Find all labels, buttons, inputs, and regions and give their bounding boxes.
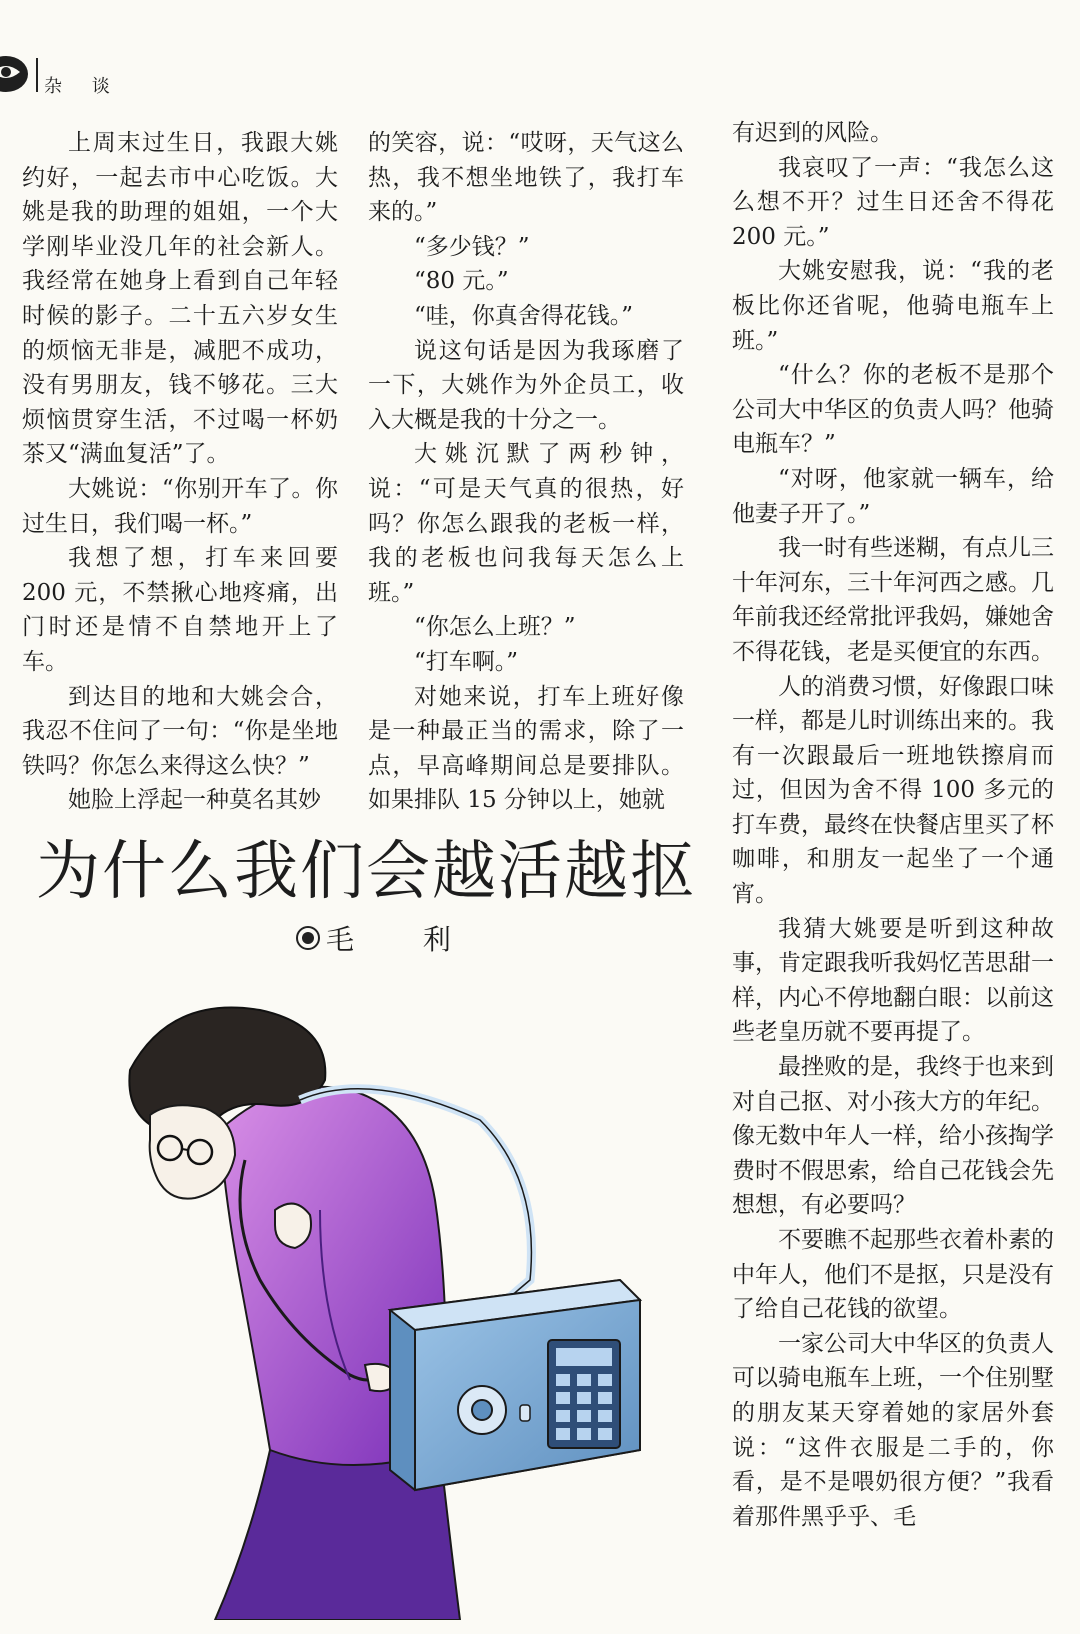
article-column-2 — [368, 126, 684, 818]
safe — [390, 1280, 640, 1490]
article-column-3 — [732, 116, 1054, 1534]
paragraph: 到达目的地和大姚会合，我忍不住问了一句：“你是坐地铁吗？你怎么来得这么快？” — [22, 683, 338, 779]
byline — [296, 918, 481, 954]
article-title: 为什么我们会越活越抠 — [36, 835, 696, 909]
paragraph: 我想了想，打车来回要 200 元，不禁揪心地疼痛，出门时还是情不自禁地开上了车。 — [22, 545, 338, 675]
paragraph: 大姚安慰我，说：“我的老板比你还省呢，他骑电瓶车上班。” — [732, 258, 1054, 354]
paragraph: 我猜大姚要是听到这种故事，肯定跟我听我妈忆苦思甜一样，内心不停地翻白眼：以前这些老皇历就不要再提了。 — [732, 915, 1054, 1046]
paragraph: “多少钱？” — [414, 233, 530, 260]
section-label: 杂 谈 — [44, 76, 122, 97]
face — [150, 1105, 235, 1198]
paragraph: 大姚说：“你别开车了。你过生日，我们喝一杯。” — [22, 475, 338, 537]
paragraph: 上周末过生日，我跟大姚约好，一起去市中心吃饭。大姚是我的助理的姐姐，一个大学刚毕业没几年的社会新人。我经常在她身上看到自己年轻时候的影子。二十五六岁女生的烦恼无非是，减肥不成功，没有男朋友，钱不够花。三大烦恼贯穿生活，不过喝一杯奶茶又“满血复活”了。 — [22, 130, 338, 468]
paragraph: 人的消费习惯，好像跟口味一样，都是儿时训练出来的。我有一次跟最后一班地铁擦肩而过，但因为舍不得 100 多元的打车费，最终在快餐店里买了杯咖啡，和朋友一起坐了一个通宵。 — [732, 673, 1054, 908]
paragraph: 说这句话是因为我琢磨了一下，大姚作为外企员工，收入大概是我的十分之一。 — [368, 337, 684, 433]
header-divider — [36, 58, 38, 92]
paragraph: 有迟到的风险。 — [732, 120, 893, 146]
paragraph: 一家公司大中华区的负责人可以骑电瓶车上班，一个住别墅的朋友某天穿着她的家居外套说：“这件衣服是二手的，你看，是不是喂奶很方便？”我看着那件黑乎乎、毛 — [732, 1330, 1054, 1530]
paragraph: “打车啊。” — [414, 648, 519, 675]
byline-dot-icon — [296, 926, 320, 950]
magazine-logo-icon — [0, 54, 30, 94]
paragraph: 的笑容，说：“哎呀，天气这么热，我不想坐地铁了，我打车来的。” — [368, 130, 684, 226]
paragraph: “什么？你的老板不是那个公司大中华区的负责人吗？他骑电瓶车？” — [732, 362, 1054, 458]
paragraph: “对呀，他家就一辆车，给他妻子开了。” — [732, 465, 1054, 527]
paragraph: 我一时有些迷糊，有点儿三十年河东，三十年河西之感。几年前我还经常批评我妈，嫌她舍不得花钱，老是买便宜的东西。 — [732, 535, 1054, 665]
paragraph: 我哀叹了一声：“我怎么这么想不开？过生日还舍不得花 200 元。” — [732, 154, 1054, 250]
paragraph: 不要瞧不起那些衣着朴素的中年人，他们不是抠，只是没有了给自己花钱的欲望。 — [732, 1227, 1054, 1323]
paragraph: 她脸上浮起一种莫名其妙 — [68, 787, 321, 814]
hand — [275, 1204, 311, 1248]
article-column-1 — [22, 126, 338, 818]
illustration-woman-carrying-safe — [20, 980, 710, 1620]
paragraph: “80 元。” — [414, 268, 509, 295]
paragraph: “你怎么上班？” — [414, 614, 576, 641]
paragraph: 对她来说，打车上班好像是一种最正当的需求，除了一点，早高峰期间总是要排队。如果排队 15 分钟以上，她就 — [368, 683, 684, 814]
paragraph: 最挫败的是，我终于也来到对自己抠、对小孩大方的年纪。像无数中年人一样，给小孩掏学费时不假思索，给自己花钱会先想想，有必要吗？ — [732, 1054, 1054, 1219]
paragraph: “哇，你真舍得花钱。” — [414, 302, 634, 329]
author-name: 毛 利 — [326, 923, 481, 956]
paragraph: 大姚沉默了两秒钟，说：“可是天气真的很热，好吗？你怎么跟我的老板一样，我的老板也问我每天怎么上班。” — [368, 441, 684, 606]
